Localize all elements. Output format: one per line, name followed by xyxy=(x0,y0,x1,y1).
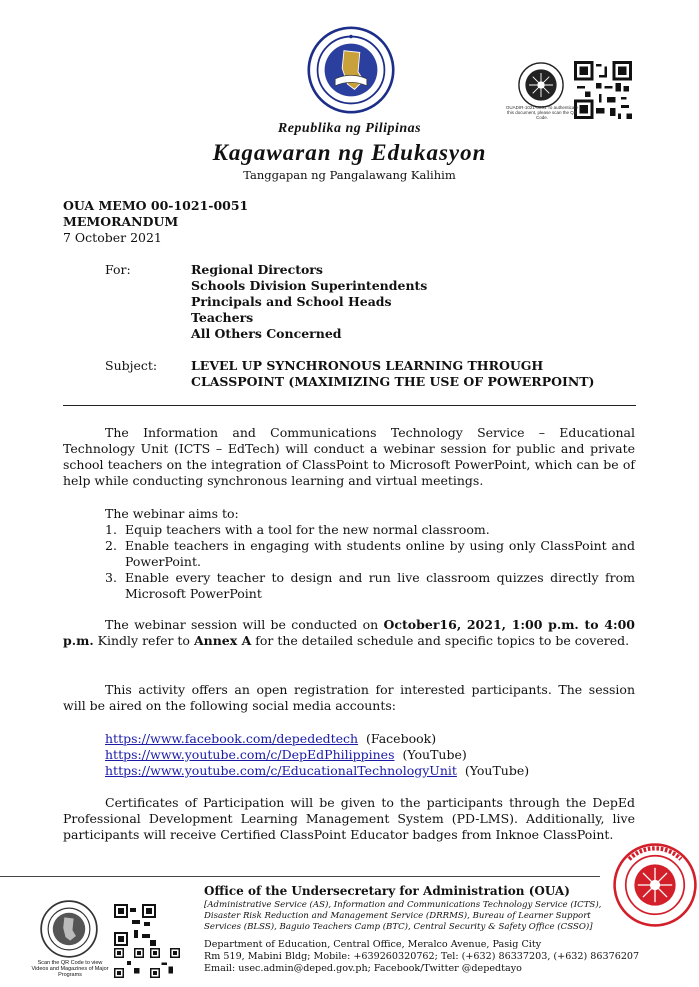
youtube-edtech-link[interactable]: https://www.youtube.com/c/EducationalTechnologyUnit xyxy=(105,763,457,778)
address-line: Department of Education, Central Office, Meralco Avenue, Pasig City xyxy=(204,939,542,950)
paragraph-certificates: Certificates of Participation will be given to the participants through the DepEd Professional Development Learning Management System (PD-LMS). Additionally, live participants will receive Certified ClassPoint Educator badges from Inknoe ClassPoint. xyxy=(63,795,635,842)
paragraph-intro: The Information and Communications Technology Service – Educational Technology Unit (ICTS – EdTech) will conduct a webinar session for public and private school teachers on the integration of ClassPoint to Microsoft PowerPoint, which can be of help while conducting synchronous learning and virtual meetings. xyxy=(63,425,635,488)
address-line: Rm 519, Mabini Bldg; Mobile: +639260320762; Tel: (+632) 86337203, (+632) 86376207 xyxy=(204,951,640,962)
paragraph-registration: This activity offers an open registration for interested participants. The session will be aired on the following social media accounts: xyxy=(63,682,635,713)
list-item: 3. Enable every teacher to design and run live classroom quizzes directly from Microsoft PowerPoint xyxy=(105,570,635,601)
address-line: Email: usec.admin@deped.gov.ph; Facebook/Twitter @depedtayo xyxy=(204,963,522,974)
memo-number: OUA MEMO 00-1021-0051 xyxy=(63,198,249,213)
memo-date: 7 October 2021 xyxy=(63,230,162,245)
authentication-qr-code xyxy=(574,61,632,119)
social-media-links xyxy=(105,731,529,779)
link-row: https://www.youtube.com/c/DepEdPhilippines (YouTube) xyxy=(105,747,467,762)
office-subheader: Tanggapan ng Pangalawang Kalihim xyxy=(243,168,456,182)
annex-reference: Annex A xyxy=(193,633,252,648)
republic-header: Republika ng Pilipinas xyxy=(277,121,422,136)
recipient-item: All Others Concerned xyxy=(191,326,342,341)
office-title: Office of the Undersecretary for Administration (OUA) xyxy=(204,884,570,898)
recipient-list xyxy=(191,262,427,342)
list-item: 1. Equip teachers with a tool for the new normal classroom. xyxy=(105,522,490,537)
subject-line: LEVEL UP SYNCHRONOUS LEARNING THROUGH xyxy=(191,358,544,373)
recipient-item: Regional Directors xyxy=(191,262,323,277)
scan-caption: Scan the QR Code to view Videos and Magazines of Major Programs xyxy=(31,960,109,978)
footer-qr-code xyxy=(150,948,180,978)
memo-type: MEMORANDUM xyxy=(63,214,179,229)
facebook-link[interactable]: https://www.facebook.com/depededtech xyxy=(105,731,359,746)
recipient-item: Principals and School Heads xyxy=(191,294,392,309)
recipient-item: Schools Division Superintendents xyxy=(191,278,428,293)
for-label: For: xyxy=(105,262,131,277)
subject-label: Subject: xyxy=(105,358,158,373)
youtube-deped-link[interactable]: https://www.youtube.com/c/DepEdPhilippines xyxy=(105,747,395,762)
recipient-item: Teachers xyxy=(191,310,254,325)
webinar-date: October16, 2021, 1:00 p.m. to 4:00 p.m. xyxy=(63,617,635,648)
footer-qr-code xyxy=(114,948,144,978)
link-row: https://www.youtube.com/c/EducationalTechnologyUnit (YouTube) xyxy=(105,763,530,778)
paragraph-schedule: The webinar session will be conducted on October16, 2021, 1:00 p.m. to 4:00 p.m. Kindly refer to Annex A for the detailed schedule and specific topics to be covered. xyxy=(63,617,635,648)
divider xyxy=(63,405,636,406)
aims-title: The webinar aims to: xyxy=(105,506,239,521)
subject-text xyxy=(191,358,611,390)
subject-line: CLASSPOINT (MAXIMIZING THE USE OF POWERPOINT) xyxy=(191,374,595,389)
memo-heading xyxy=(63,198,248,246)
list-item: 2. Enable teachers in engaging with students online by using only ClassPoint and PowerPoint. xyxy=(105,538,635,569)
deped-seal-logo xyxy=(307,26,395,114)
deped-seal-footer-logo xyxy=(40,900,98,958)
department-header: Kagawaran ng Edukasyon xyxy=(212,140,487,165)
red-official-seal xyxy=(612,842,698,928)
office-services: [Administrative Service (AS), Information and Communications Technology Service (ICTS), Disaster Risk Reduction and Management Service (DRRMS), Bureau of Learner Support Services (BLSS), Baguio Teachers Camp (BTC), Central Security & Safety Office (CSSO)] xyxy=(204,900,602,932)
aims-list xyxy=(105,522,635,602)
footer-qr-code xyxy=(114,904,156,946)
authentication-stamp-icon xyxy=(518,62,564,108)
stamp-caption: OUADIR-1021-0051 To authenticate this document, please scan the QR Code. xyxy=(505,105,579,120)
office-address xyxy=(204,939,674,975)
link-row: https://www.facebook.com/depededtech (Facebook) xyxy=(105,731,437,746)
footer-divider xyxy=(0,876,600,877)
